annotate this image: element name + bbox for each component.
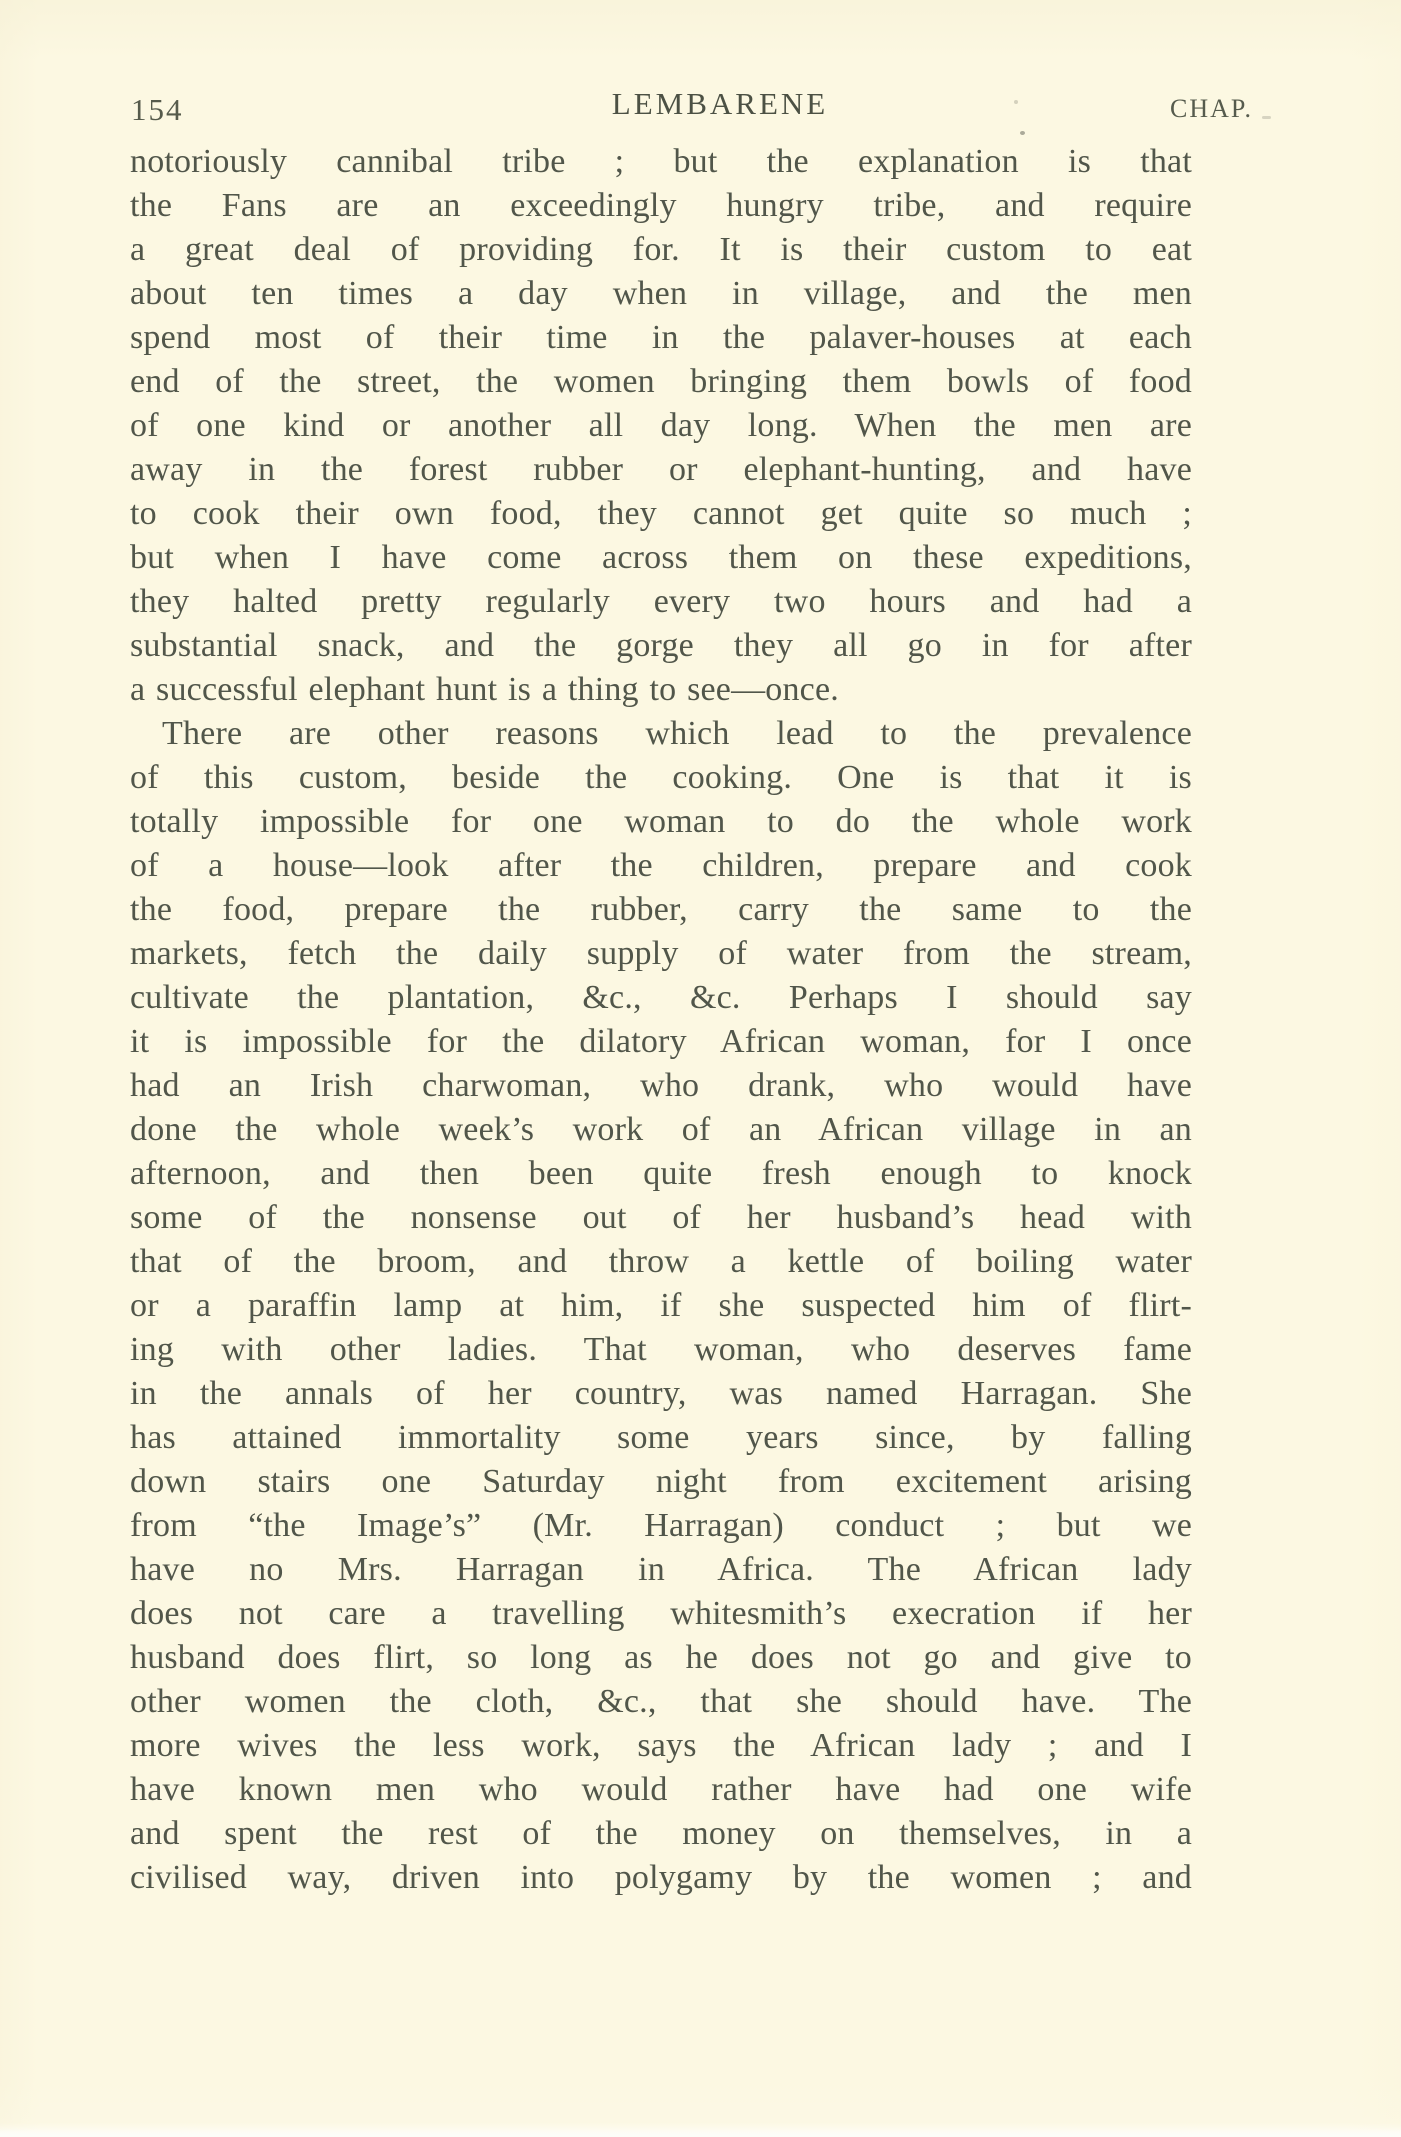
paragraph [130, 712, 1192, 1900]
text-line: the food, prepare the rubber, carry the same to the [130, 891, 1192, 928]
text-line: of one kind or another all day long. When the men are [130, 407, 1192, 444]
text-line: to cook their own food, they cannot get quite so much ; [130, 495, 1192, 532]
text-line: civilised way, driven into polygamy by the women ; and [130, 1859, 1192, 1896]
text-line: cultivate the plantation, &c., &c. Perhaps I should say [130, 979, 1192, 1016]
text-line: of this custom, beside the cooking. One is that it is [130, 759, 1192, 796]
text-line: of a house—look after the children, prepare and cook [130, 847, 1192, 884]
text-line: or a paraffin lamp at him, if she suspected him of flirt- [130, 1287, 1192, 1324]
text-line: had an Irish charwoman, who drank, who would have [130, 1067, 1192, 1104]
text-line: done the whole week’s work of an African village in an [130, 1111, 1192, 1148]
text-line: but when I have come across them on these expeditions, [130, 539, 1192, 576]
text-line: that of the broom, and throw a kettle of boiling water [130, 1243, 1192, 1280]
text-line: more wives the less work, says the African lady ; and I [130, 1727, 1192, 1764]
page-bottom-edge [0, 2129, 1401, 2137]
text-line: and spent the rest of the money on themselves, in a [130, 1815, 1192, 1852]
text-line: notoriously cannibal tribe ; but the explanation is that [130, 143, 1192, 180]
text-line: some of the nonsense out of her husband’s head with [130, 1199, 1192, 1236]
text-line: a great deal of providing for. It is their custom to eat [130, 231, 1192, 268]
text-line: they halted pretty regularly every two hours and had a [130, 583, 1192, 620]
text-line: down stairs one Saturday night from excitement arising [130, 1463, 1192, 1500]
text-line: from “the Image’s” (Mr. Harragan) conduct ; but we [130, 1507, 1192, 1544]
scan-speck [1262, 116, 1271, 119]
text-line: has attained immortality some years since, by falling [130, 1419, 1192, 1456]
page-header [0, 86, 1401, 130]
text-line: it is impossible for the dilatory African woman, for I once [130, 1023, 1192, 1060]
text-line: away in the forest rubber or elephant-hunting, and have [130, 451, 1192, 488]
text-line: ing with other ladies. That woman, who deserves fame [130, 1331, 1192, 1368]
text-line: spend most of their time in the palaver-houses at each [130, 319, 1192, 356]
text-line: have no Mrs. Harragan in Africa. The African lady [130, 1551, 1192, 1588]
running-header-title: LEMBARENE [611, 86, 829, 121]
text-line: in the annals of her country, was named Harragan. She [130, 1375, 1192, 1412]
text-line: afternoon, and then been quite fresh enough to knock [130, 1155, 1192, 1192]
text-line: a successful elephant hunt is a thing to see—once. [130, 671, 839, 708]
text-line: other women the cloth, &c., that she should have. The [130, 1683, 1192, 1720]
text-line: husband does flirt, so long as he does not go and give to [130, 1639, 1192, 1676]
scan-speck [1014, 100, 1018, 104]
text-line: totally impossible for one woman to do the whole work [130, 803, 1192, 840]
body-text [130, 140, 1192, 1900]
page-number: 154 [131, 92, 184, 127]
paragraph [130, 140, 1192, 712]
text-line: the Fans are an exceedingly hungry tribe, and require [130, 187, 1192, 224]
text-line: markets, fetch the daily supply of water from the stream, [130, 935, 1192, 972]
scan-speck [1020, 131, 1025, 135]
running-header-chapter: CHAP. [1170, 94, 1253, 123]
text-line: substantial snack, and the gorge they all go in for after [130, 627, 1192, 664]
text-line: about ten times a day when in village, and the men [130, 275, 1192, 312]
text-line: does not care a travelling whitesmith’s execration if her [130, 1595, 1192, 1632]
text-line: There are other reasons which lead to the prevalence [162, 715, 1192, 752]
text-line: have known men who would rather have had one wife [130, 1771, 1192, 1808]
text-line: end of the street, the women bringing them bowls of food [130, 363, 1192, 400]
